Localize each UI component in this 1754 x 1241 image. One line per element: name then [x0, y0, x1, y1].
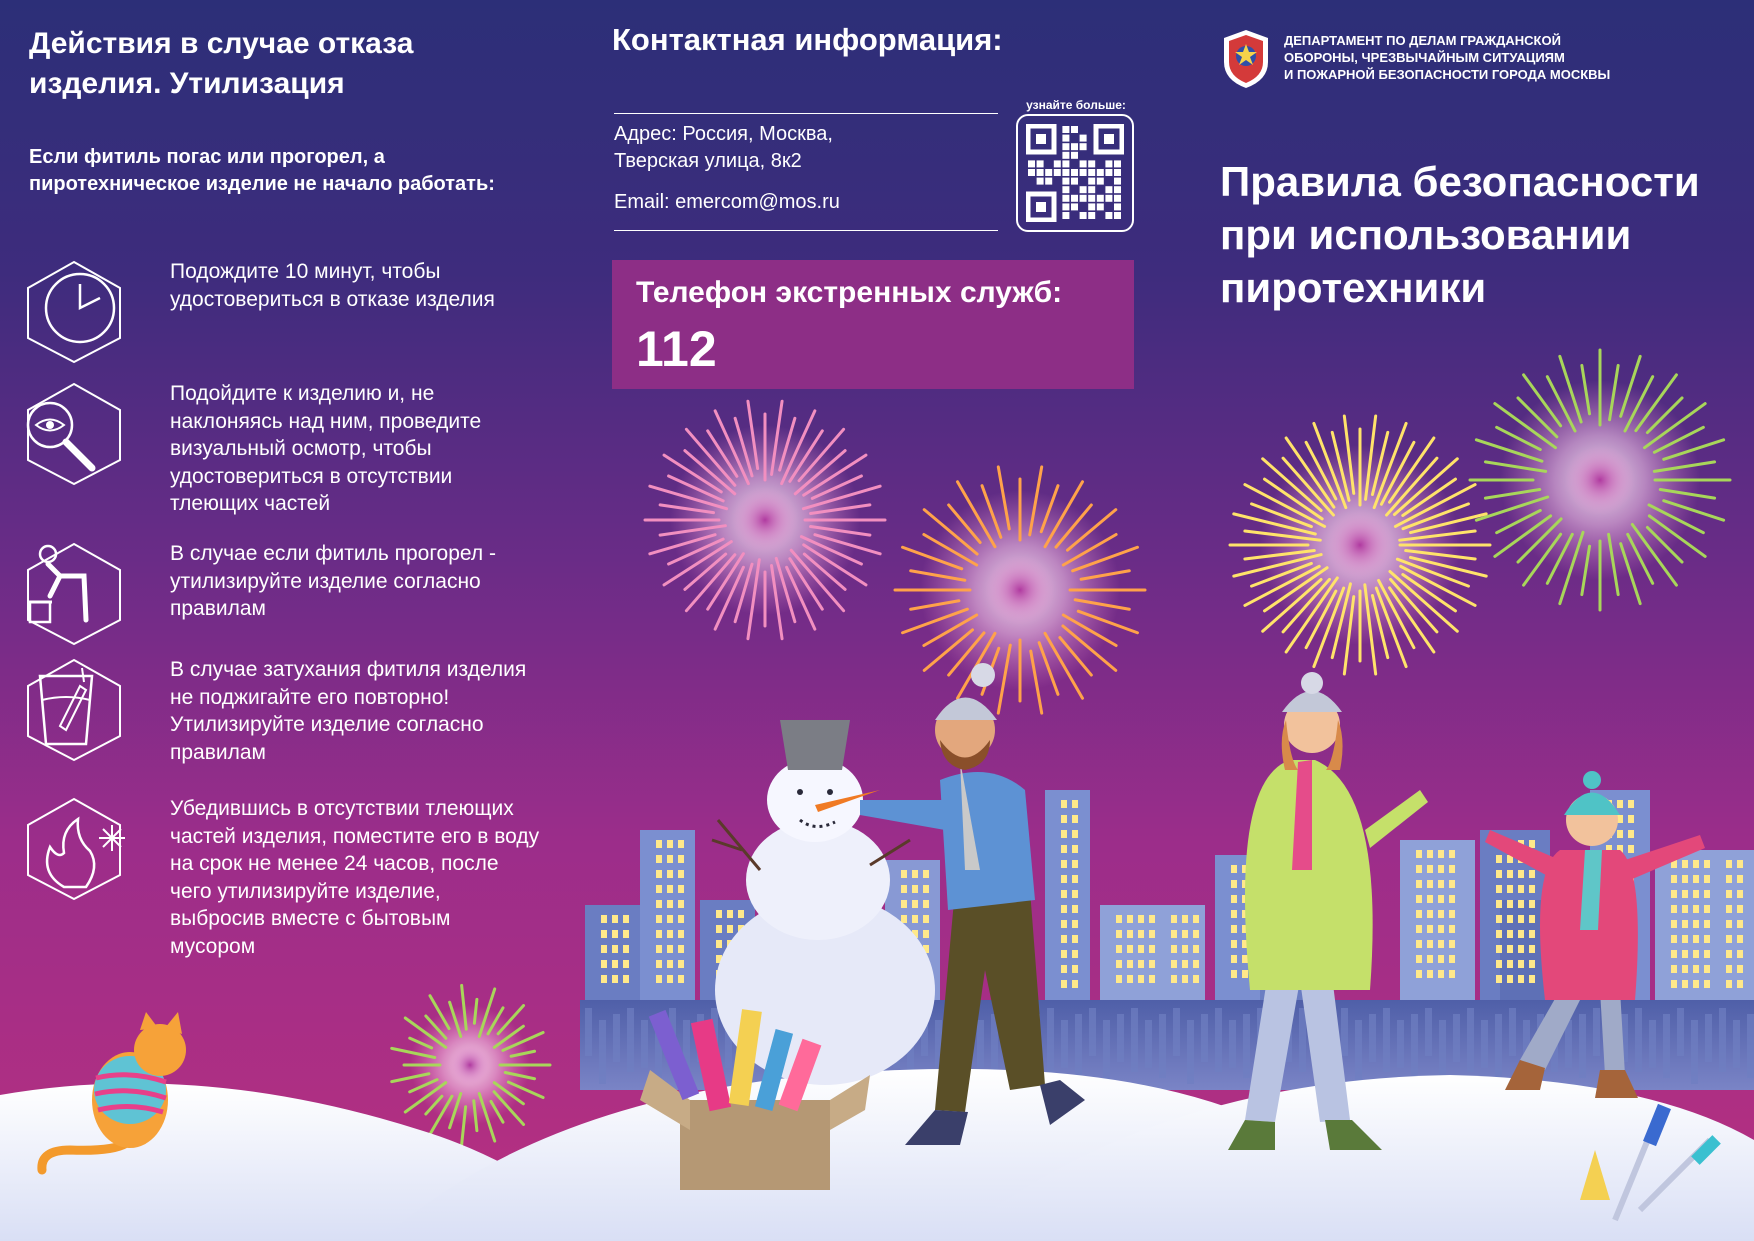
step-item-no-relight	[20, 656, 540, 766]
department-line: И ПОЖАРНОЙ БЕЗОПАСНОСТИ ГОРОДА МОСКВЫ	[1284, 67, 1611, 82]
department-line: ДЕПАРТАМЕНТ ПО ДЕЛАМ ГРАЖДАНСКОЙ	[1284, 33, 1561, 48]
clock-icon	[20, 258, 128, 366]
step-text: В случае затухания фитиля изделия не поджигайте его повторно! Утилизируйте изделие согласно правилам	[170, 658, 527, 764]
title-line: Правила безопасности	[1220, 158, 1700, 205]
contact-email: Email: emercom@mos.ru	[614, 191, 840, 213]
address-line: Тверская улица, 8к2	[614, 150, 802, 172]
step-text: Убедившись в отсутствии тлеющих частей изделия, поместите его в воду на срок не менее 24 часов, после чего утилизируйте изделие, выбросив вместе с бытовым мусором	[170, 797, 540, 958]
divider	[614, 113, 998, 114]
qr-code-icon	[1026, 124, 1124, 222]
divider	[614, 230, 998, 231]
title-line: пиротехники	[1220, 264, 1487, 311]
firework-orange	[895, 467, 1145, 713]
emergency-phone-box	[612, 260, 1134, 389]
person-disposal-icon	[20, 540, 128, 648]
step-item-wait	[20, 258, 540, 366]
emercom-emblem-icon	[1220, 28, 1272, 90]
firework-yellow	[1230, 416, 1490, 674]
contact-address	[614, 121, 998, 175]
step-item-dispose	[20, 540, 540, 648]
step-item-water	[20, 795, 540, 960]
firework-pink	[645, 401, 885, 639]
page-title	[1220, 155, 1740, 314]
qr-code[interactable]	[1016, 114, 1134, 232]
section-subtitle: Если фитиль погас или прогорел, а пиротехническое изделие не начало работать:	[29, 146, 495, 195]
step-text: Подойдите к изделию и, не наклоняясь над ним, проведите визуальный осмотр, чтобы удостовериться в отсутствии тлеющих частей	[170, 382, 482, 515]
department-line: ОБОРОНЫ, ЧРЕЗВЫЧАЙНЫМ СИТУАЦИЯМ	[1284, 50, 1565, 65]
title-line: при использовании	[1220, 211, 1632, 258]
qr-caption: узнайте больше:	[1026, 98, 1126, 112]
fire-spark-icon	[20, 795, 128, 903]
firework-small-green	[392, 985, 550, 1144]
contact-title: Контактная информация:	[612, 22, 1003, 57]
phone-number[interactable]: 112	[636, 321, 717, 377]
phone-label: Телефон экстренных служб:	[636, 276, 1063, 309]
department-name	[1284, 32, 1704, 83]
step-item-inspect	[20, 380, 540, 518]
magnifier-eye-icon	[20, 380, 128, 488]
step-text: В случае если фитиль прогорел - утилизируйте изделие согласно правилам	[170, 542, 496, 620]
step-text: Подождите 10 минут, чтобы удостовериться в отказе изделия	[170, 260, 495, 311]
firework-green	[1470, 350, 1730, 610]
address-line: Адрес: Россия, Москва,	[614, 123, 833, 145]
firework-in-water-icon	[20, 656, 128, 764]
section-title-failure: Действия в случае отказа изделия. Утилизация	[29, 27, 414, 100]
